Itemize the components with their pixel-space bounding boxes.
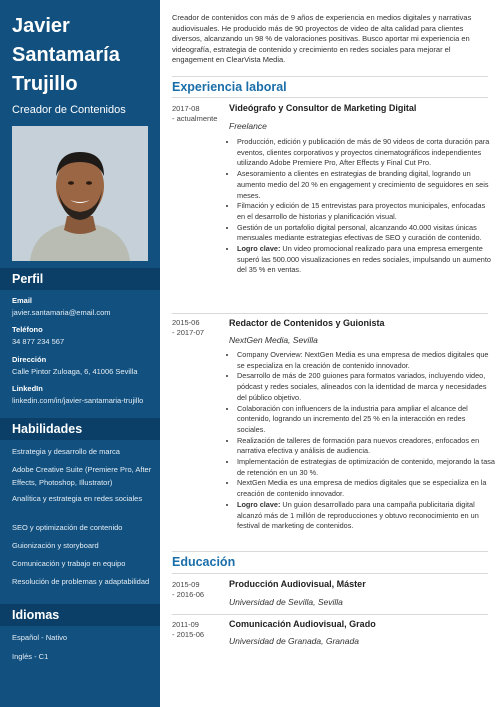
candidate-title: Creador de Contenidos [12, 104, 126, 116]
job-key-achievement [237, 500, 495, 532]
key-text: Un video promocional realizado para una empresa emergente superó las 500.000 visualizaciones en redes sociales, impulsando un aumento del 35 % en ventas. [237, 244, 491, 275]
skill-item: Comunicación y trabajo en equipo [12, 559, 126, 568]
job-bullet: • Implementación de estrategias de optimización de contenido, mejorando la tasa de retención en un 30 %. [237, 457, 495, 478]
skill-item: Resolución de problemas y adaptabilidad [12, 577, 150, 586]
sidebar [0, 0, 160, 707]
job-bullet: • Company Overview: NextGen Media es una empresa de medios digitales que se especializa en la creación de contenido innovador. [237, 350, 495, 371]
job-key-achievement [237, 244, 495, 276]
summary-text: Creador de contenidos con más de 9 años de experiencia en medios digitales y narrativas audiovisuales. He producido más de 90 proyectos de video de alta calidad para clientes diversos, alcanzando un 98 % de valoraciones positivas. Busco aportar mi experiencia en videografía, estrategia de contenido y crecimiento en redes sociales para mejorar el engagement en ClearVista Media. [172, 13, 472, 64]
skill-item: Analítica y estrategia en redes sociales [12, 494, 143, 503]
phone-value: 34 877 234 567 [12, 337, 65, 346]
email-value[interactable]: javier.santamaria@email.com [12, 308, 111, 317]
skill-item: Estrategia y desarrollo de marca [12, 447, 120, 456]
linkedin-value[interactable]: linkedin.com/in/javier-santamaria-trujillo [12, 396, 144, 405]
address-label: Dirección [12, 355, 47, 364]
job-dates [172, 318, 227, 338]
language-item: Inglés - C1 [12, 652, 49, 661]
key-label: Logro clave: [237, 244, 281, 254]
edu-date-start: 2015-09 [172, 580, 200, 589]
language-item: Español - Nativo [12, 633, 68, 642]
job-bullet: • Asesoramiento a clientes en estrategias de branding digital, logrando un aumento medio del 20 % en engagement y crecimiento de seguidores en seis meses. [237, 169, 495, 201]
job-title: Videógrafo y Consultor de Marketing Digital [229, 103, 417, 113]
job-dates [172, 104, 227, 124]
job-bullet: • Gestión de un portafolio digital personal, alcanzando 40.000 visitas únicas mensuales mediante estrategias efectivas de SEO y curación de contenido. [237, 223, 495, 244]
education-school: Universidad de Granada, Granada [229, 636, 359, 646]
education-dates [172, 620, 227, 640]
portrait-photo [12, 126, 148, 261]
education-dates [172, 580, 227, 600]
job-bullet: • Colaboración con influencers de la industria para ampliar el alcance del contenido, logrando un incremento del 25 % en la interacción en redes sociales. [237, 404, 495, 436]
divider [172, 313, 488, 314]
experience-heading: Experiencia laboral [172, 80, 287, 94]
job-company: Freelance [229, 121, 267, 131]
job-date-end: - 2017-07 [172, 328, 205, 337]
name-middle: Santamaría [12, 44, 120, 66]
address-value: Calle Pintor Zuloaga, 6, 41006 Sevilla [12, 367, 138, 376]
name-first: Javier [12, 15, 70, 37]
divider [172, 97, 488, 98]
name-last: Trujillo [12, 73, 78, 95]
job-title: Redactor de Contenidos y Guionista [229, 318, 385, 328]
profile-heading: Perfil [0, 268, 160, 290]
job-bullet: • Realización de talleres de formación para nuevos creadores, enfocados en narrativa efectiva y análisis de audiencia. [237, 436, 495, 457]
job-bullet: • NextGen Media es una empresa de medios digitales que se especializa en la creación de contenido innovador. [237, 478, 495, 499]
job-date-start: 2015-06 [172, 318, 200, 327]
education-school: Universidad de Sevilla, Sevilla [229, 597, 343, 607]
job-date-start: 2017-08 [172, 104, 200, 113]
job-bullets [228, 350, 495, 532]
phone-label: Teléfono [12, 325, 43, 334]
divider [172, 614, 488, 615]
job-bullets [228, 137, 495, 276]
edu-date-end: - 2016-06 [172, 590, 205, 599]
job-bullet: • Filmación y edición de 15 entrevistas para proyectos municipales, enfocadas en el desarrollo de historias y planificación visual. [237, 201, 495, 222]
education-heading: Educación [172, 555, 236, 569]
job-company: NextGen Media, Sevilla [229, 335, 318, 345]
edu-date-end: - 2015-06 [172, 630, 205, 639]
key-text: Un guion desarrollado para una campaña publicitaria digital alcanzó más de 1 millón de reproducciones y obtuvo reconocimiento en un festival de marketing de contenidos. [237, 499, 479, 531]
divider [172, 573, 488, 574]
skill-item: Adobe Creative Suite (Premiere Pro, After Effects, Photoshop, Illustrator) [12, 465, 152, 487]
job-bullet: • Producción, edición y publicación de más de 90 videos de corta duración para eventos, clientes corporativos y proyectos cinematográficos independientes utilizando Adobe Premiere Pro, After Effects y Final Cut Pro. [237, 137, 495, 169]
job-date-end: - actualmente [172, 114, 218, 123]
education-degree: Producción Audiovisual, Máster [229, 579, 366, 589]
linkedin-label: LinkedIn [12, 384, 43, 393]
skill-item: SEO y optimización de contenido [12, 523, 123, 532]
key-label: Logro clave: [237, 499, 281, 509]
candidate-name [12, 12, 152, 99]
edu-date-start: 2011-09 [172, 620, 199, 629]
job-bullet: • Desarrollo de más de 200 guiones para formatos variados, incluyendo video, pódcast y redes sociales, alineados con la identidad de marca y necesidades del público objetivo. [237, 371, 495, 403]
email-label: Email [12, 296, 33, 305]
education-degree: Comunicación Audiovisual, Grado [229, 619, 376, 629]
divider [172, 76, 488, 77]
divider [172, 551, 488, 552]
skill-item: Guionización y storyboard [12, 541, 99, 550]
languages-heading: Idiomas [0, 604, 160, 626]
skills-heading: Habilidades [0, 418, 160, 440]
